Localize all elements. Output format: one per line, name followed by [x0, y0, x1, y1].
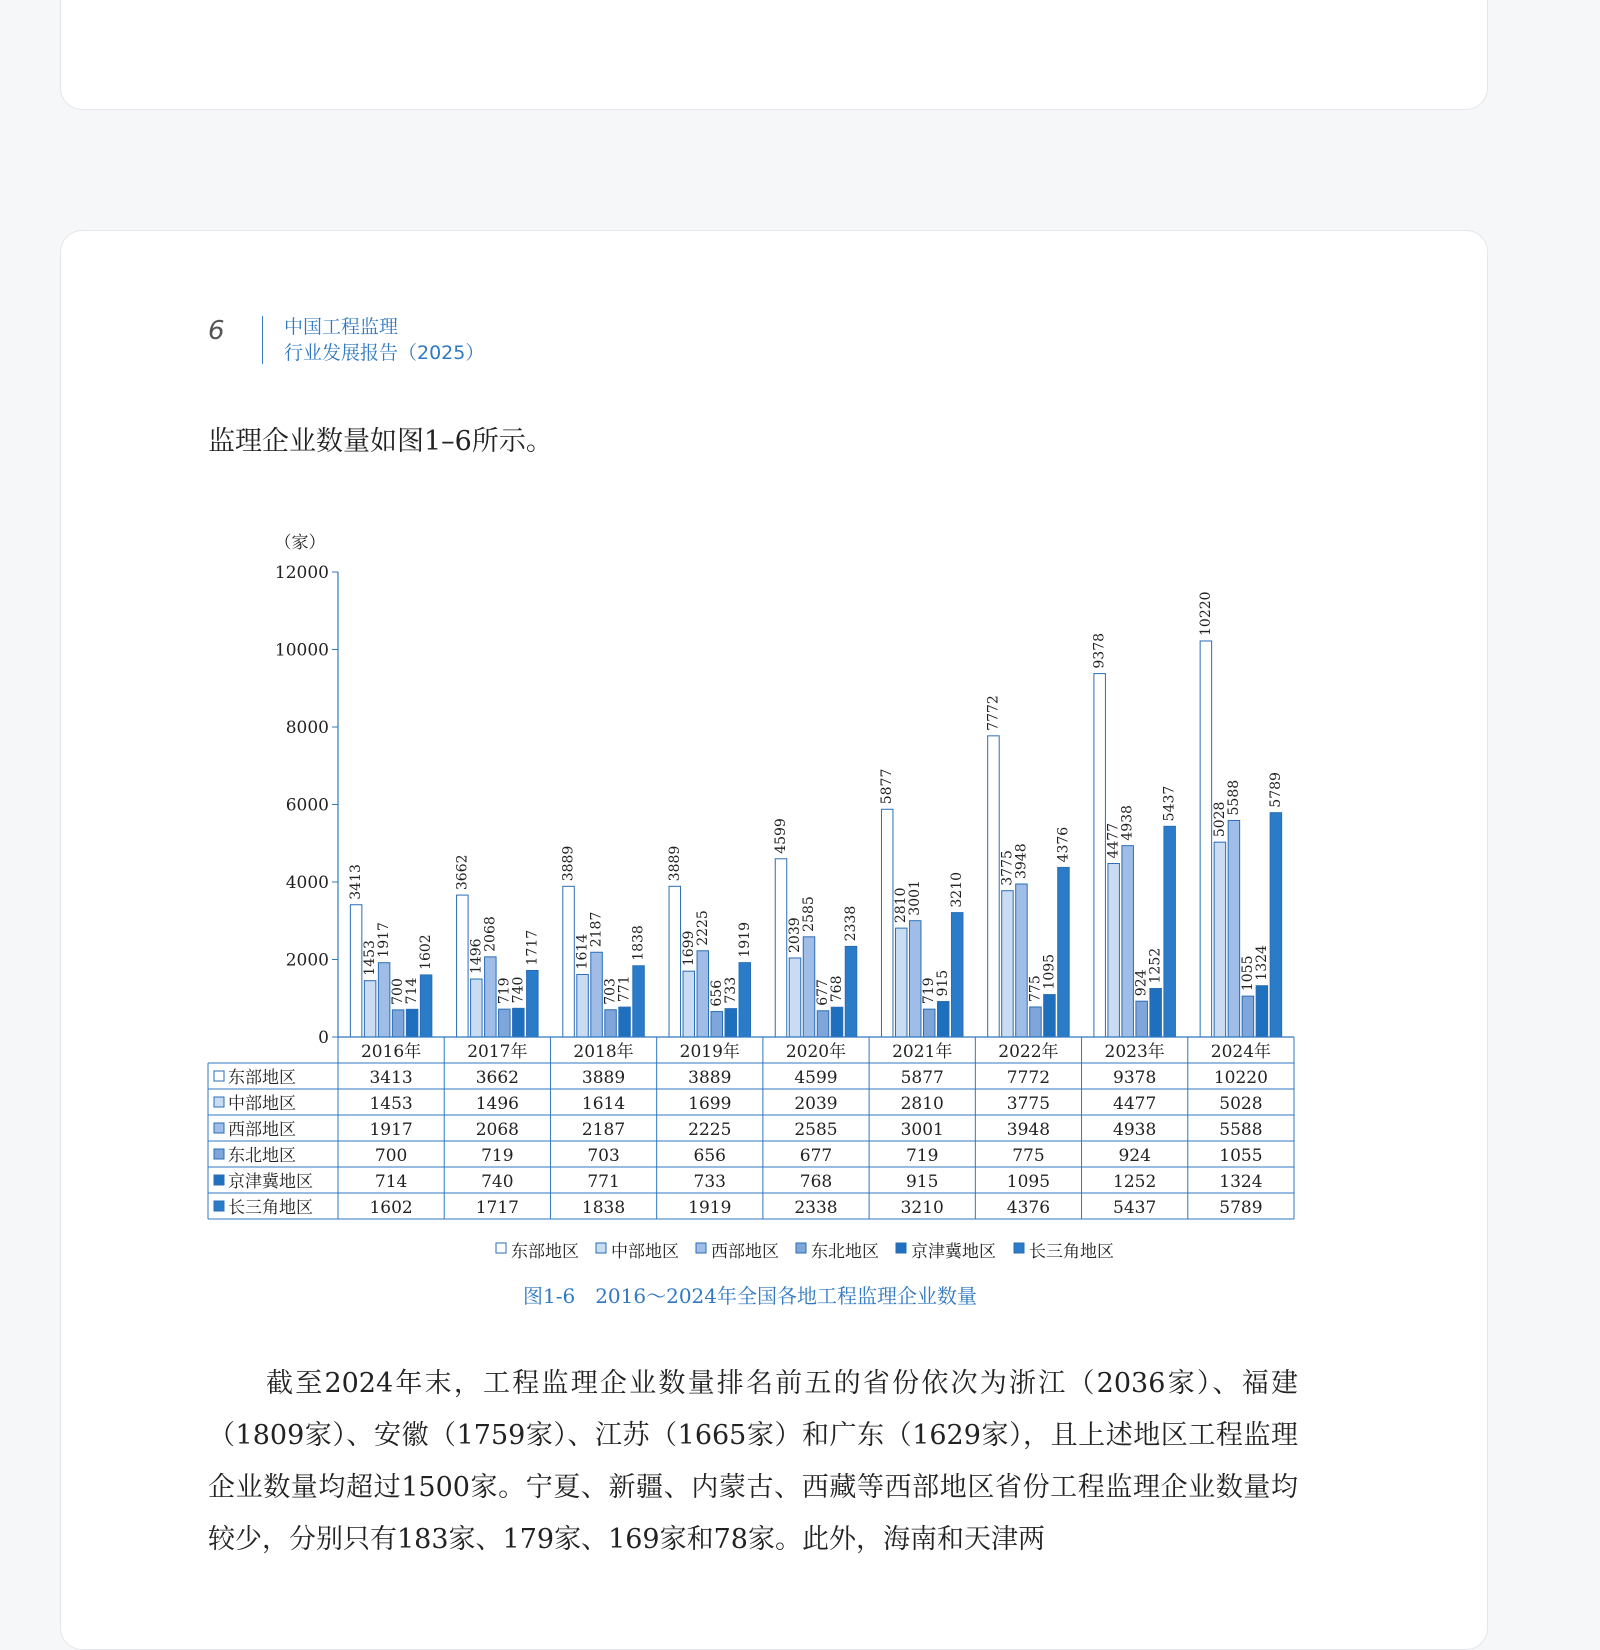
table-cell-value: 4376	[1006, 1198, 1051, 1218]
table-cell-value: 3210	[900, 1198, 944, 1218]
bar	[937, 1002, 949, 1037]
table-cell-value: 1699	[688, 1094, 732, 1114]
bar-value-label: 4477	[1105, 822, 1122, 859]
table-cell-value: 3889	[581, 1068, 626, 1088]
y-tick-label: 12000	[274, 563, 329, 583]
bar-value-label: 771	[616, 975, 633, 1003]
bar	[831, 1007, 843, 1037]
table-series-name: 中部地区	[228, 1094, 296, 1114]
bar-value-label: 677	[815, 979, 831, 1006]
bar	[420, 975, 432, 1037]
table-cell-value: 5877	[900, 1068, 944, 1088]
bar-value-label: 5789	[1267, 772, 1284, 808]
table-cell-value: 2810	[900, 1094, 944, 1114]
bar-value-label: 1917	[376, 922, 393, 958]
bar-value-label: 3948	[1013, 843, 1030, 880]
bar-value-label: 915	[935, 969, 952, 997]
table-cell-value: 3775	[1006, 1094, 1051, 1114]
bar	[378, 963, 390, 1037]
table-cell-value: 5028	[1219, 1094, 1263, 1114]
bar-value-label: 3662	[454, 854, 471, 891]
table-legend-swatch	[214, 1175, 224, 1185]
bar-value-label: 700	[390, 978, 407, 1005]
table-cell-value: 1324	[1219, 1172, 1263, 1192]
legend-swatch	[896, 1243, 906, 1253]
table-cell-value: 915	[905, 1172, 939, 1192]
legend-label: 中部地区	[611, 1242, 679, 1262]
bar	[669, 886, 681, 1037]
bar-value-label: 1055	[1239, 955, 1256, 992]
y-tick-label: 0	[318, 1028, 329, 1048]
bar	[1164, 826, 1176, 1037]
bar	[951, 913, 963, 1037]
bar-value-label: 733	[722, 976, 739, 1004]
bar-value-label: 2810	[893, 887, 910, 924]
bar	[789, 958, 801, 1037]
bar	[683, 971, 695, 1037]
bar	[619, 1007, 631, 1037]
bar	[1270, 813, 1282, 1037]
table-cell-value: 3662	[475, 1068, 519, 1088]
table-cell-value: 4938	[1113, 1120, 1157, 1140]
bar	[1256, 986, 1268, 1037]
bar-value-label: 1453	[362, 940, 379, 976]
bar-value-label: 775	[1027, 975, 1044, 1002]
table-cell-value: 2338	[794, 1198, 838, 1218]
table-cell-value: 5588	[1219, 1120, 1263, 1140]
y-tick-label: 2000	[285, 950, 329, 971]
bar	[1150, 988, 1162, 1037]
bar	[725, 1009, 737, 1037]
bar	[499, 1009, 511, 1037]
table-legend-swatch	[214, 1097, 224, 1107]
table-cell-value: 3001	[900, 1120, 944, 1140]
table-cell-value: 924	[1118, 1146, 1151, 1166]
legend-label: 长三角地区	[1029, 1242, 1114, 1262]
bar	[1058, 867, 1070, 1037]
table-cell-value: 768	[799, 1172, 833, 1192]
table-legend-swatch	[214, 1123, 224, 1133]
bar-value-label: 5028	[1211, 801, 1228, 838]
legend-swatch	[1014, 1243, 1024, 1253]
bar	[1002, 891, 1014, 1037]
table-cell-value: 10220	[1213, 1068, 1268, 1088]
page-number: 6	[208, 316, 225, 346]
bar-value-label: 2187	[588, 911, 605, 948]
legend-swatch	[796, 1243, 806, 1253]
bar	[739, 963, 751, 1037]
table-cell-value: 5437	[1113, 1198, 1157, 1218]
table-cell-value: 2187	[581, 1120, 626, 1140]
table-series-name: 东北地区	[228, 1146, 296, 1166]
bar	[364, 981, 376, 1037]
bar	[895, 928, 907, 1037]
x-category-label: 2019年	[679, 1042, 740, 1062]
bar-value-label: 3775	[999, 850, 1016, 886]
bar	[563, 886, 575, 1037]
bar-value-label: 2585	[801, 896, 817, 932]
table-cell-value: 2585	[794, 1120, 838, 1140]
table-cell-value: 1095	[1006, 1172, 1051, 1192]
legend-label: 京津冀地区	[911, 1242, 996, 1262]
bar-value-label: 1838	[630, 925, 647, 961]
table-series-name: 长三角地区	[228, 1198, 313, 1218]
body-paragraph: 截至2024年末，工程监理企业数量排名前五的省份依次为浙江（2036家）、福建（1809家）、安徽（1759家）、江苏（1665家）和广东（1629家），且上述地区工程监理企业数量均超过1500家。宁夏、新疆、内蒙古、西藏等西部地区省份工程监理企业数量均较少，分别只有183家、179家、169家和78家。此外，海南和天津两	[208, 1368, 1298, 1555]
table-cell-value: 700	[374, 1146, 408, 1166]
table-cell-value: 733	[693, 1172, 727, 1192]
bar-value-label: 3210	[949, 871, 966, 908]
legend-swatch	[696, 1243, 706, 1253]
table-series-name: 西部地区	[228, 1120, 296, 1140]
bar-value-label: 1095	[1041, 953, 1058, 990]
bar-value-label: 5877	[879, 768, 896, 805]
y-tick-label: 6000	[285, 795, 329, 816]
bar	[1228, 820, 1240, 1037]
bar	[1108, 864, 1120, 1037]
bar	[909, 921, 921, 1037]
bar-value-label: 4938	[1119, 805, 1136, 841]
bar-value-label: 1324	[1253, 945, 1270, 981]
table-cell-value: 2039	[794, 1094, 838, 1114]
legend-label: 东北地区	[811, 1242, 879, 1262]
bar	[1016, 884, 1028, 1037]
bar-value-label: 2068	[482, 916, 499, 952]
table-cell-value: 9378	[1113, 1068, 1157, 1088]
bar	[817, 1011, 829, 1037]
table-cell-value: 3413	[369, 1068, 413, 1088]
table-cell-value: 3889	[688, 1068, 732, 1088]
bar	[923, 1009, 935, 1037]
bar-value-label: 1602	[418, 934, 435, 970]
y-tick-label: 10000	[274, 640, 329, 661]
bar-value-label: 1252	[1147, 947, 1164, 984]
table-cell-value: 3948	[1006, 1120, 1051, 1140]
bar-value-label: 3889	[560, 845, 577, 882]
x-category-label: 2021年	[892, 1042, 953, 1062]
x-category-label: 2022年	[998, 1042, 1059, 1062]
bar-value-label: 9378	[1091, 632, 1108, 669]
bar	[1044, 995, 1056, 1037]
table-series-name: 京津冀地区	[228, 1172, 313, 1192]
bar	[1030, 1007, 1042, 1037]
bar-value-label: 1717	[524, 929, 541, 966]
table-cell-value: 7772	[1006, 1068, 1051, 1088]
bar-value-label: 1614	[574, 933, 591, 970]
bar-value-label: 656	[708, 979, 725, 1007]
bar-value-label: 2039	[787, 917, 803, 953]
table-cell-value: 5789	[1219, 1198, 1263, 1218]
table-cell-value: 1917	[369, 1120, 413, 1140]
bar	[633, 966, 645, 1037]
bar	[803, 937, 815, 1037]
x-category-label: 2024年	[1210, 1042, 1272, 1062]
y-tick-label: 8000	[285, 718, 329, 738]
bar-value-label: 4376	[1055, 826, 1072, 863]
x-category-label: 2018年	[573, 1042, 634, 1062]
bar-value-label: 768	[829, 975, 845, 1003]
bar-value-label: 3413	[348, 864, 365, 900]
bar	[697, 951, 709, 1037]
intro-text: 监理企业数量如图1–6所示。	[208, 426, 553, 457]
bar-value-label: 3001	[907, 880, 924, 916]
legend-label: 东部地区	[511, 1242, 579, 1262]
bar-value-label: 703	[602, 978, 619, 1005]
table-legend-swatch	[214, 1071, 224, 1081]
bar	[577, 974, 589, 1037]
y-tick-label: 4000	[285, 873, 329, 893]
bar	[845, 946, 857, 1037]
y-axis-unit-label: （家）	[274, 533, 326, 553]
bar	[513, 1008, 525, 1037]
table-cell-value: 1838	[581, 1198, 626, 1218]
bar	[1136, 1001, 1148, 1037]
legend-swatch	[596, 1243, 606, 1253]
table-cell-value: 1614	[581, 1094, 626, 1114]
table-series-name: 东部地区	[228, 1068, 296, 1088]
table-cell-value: 677	[799, 1146, 833, 1166]
bar	[711, 1012, 723, 1037]
bar-value-label: 1496	[468, 938, 485, 975]
bar	[1214, 842, 1226, 1037]
table-cell-value: 656	[693, 1146, 727, 1166]
bar-value-label: 719	[496, 977, 513, 1005]
bar	[406, 1009, 418, 1037]
bar-value-label: 10220	[1197, 591, 1214, 636]
bar-value-label: 5588	[1225, 779, 1242, 816]
bar	[485, 957, 497, 1037]
bar-value-label: 740	[510, 976, 527, 1004]
table-cell-value: 719	[481, 1146, 514, 1166]
table-cell-value: 4599	[794, 1068, 838, 1088]
bar-value-label: 2338	[843, 905, 859, 942]
legend-swatch	[496, 1243, 506, 1253]
bar	[605, 1010, 617, 1037]
bar-value-label: 1699	[680, 930, 697, 967]
table-cell-value: 719	[905, 1146, 939, 1166]
bar	[591, 952, 603, 1037]
bar	[775, 859, 787, 1037]
bar	[1200, 641, 1212, 1037]
bar-value-label: 924	[1133, 969, 1150, 997]
bar	[881, 809, 893, 1037]
table-cell-value: 1602	[369, 1198, 413, 1218]
x-category-label: 2017年	[467, 1042, 528, 1062]
legend-label: 西部地区	[711, 1242, 779, 1262]
figure-caption: 图1-6 2016～2024年全国各地工程监理企业数量	[522, 1284, 977, 1308]
book-title-line1: 中国工程监理	[284, 316, 399, 338]
table-cell-value: 714	[374, 1172, 408, 1192]
table-cell-value: 1496	[475, 1094, 519, 1114]
table-cell-value: 1919	[688, 1198, 732, 1218]
bar-value-label: 7772	[985, 695, 1002, 731]
table-cell-value: 1717	[475, 1198, 519, 1218]
table-cell-value: 2068	[475, 1120, 519, 1140]
table-legend-swatch	[214, 1201, 224, 1211]
bar-value-label: 4599	[773, 818, 789, 854]
table-cell-value: 1252	[1113, 1172, 1157, 1192]
x-category-label: 2016年	[360, 1042, 422, 1062]
bar-value-label: 1919	[736, 921, 753, 958]
table-cell-value: 1055	[1219, 1146, 1263, 1166]
bar	[527, 970, 539, 1037]
bar	[1094, 674, 1106, 1037]
bar	[988, 736, 1000, 1037]
table-cell-value: 771	[587, 1172, 620, 1192]
table-cell-value: 703	[587, 1146, 620, 1166]
bar	[350, 905, 362, 1037]
table-cell-value: 2225	[688, 1120, 732, 1140]
table-legend-swatch	[214, 1149, 224, 1159]
table-cell-value: 775	[1012, 1146, 1045, 1166]
bar	[1242, 996, 1254, 1037]
bar	[471, 979, 483, 1037]
bar	[457, 895, 469, 1037]
table-cell-value: 1453	[369, 1094, 413, 1114]
bar	[392, 1010, 404, 1037]
book-title-line2: 行业发展报告（2025）	[284, 342, 485, 364]
bar-value-label: 714	[404, 977, 421, 1005]
x-category-label: 2023年	[1104, 1042, 1165, 1062]
bar-value-label: 5437	[1161, 785, 1178, 822]
table-cell-value: 4477	[1113, 1094, 1157, 1114]
bar-value-label: 3889	[666, 845, 683, 882]
x-category-label: 2020年	[785, 1042, 847, 1062]
bar	[1122, 846, 1134, 1037]
bar-value-label: 2225	[694, 910, 711, 946]
table-cell-value: 740	[481, 1172, 514, 1192]
bar-value-label: 719	[921, 977, 938, 1005]
